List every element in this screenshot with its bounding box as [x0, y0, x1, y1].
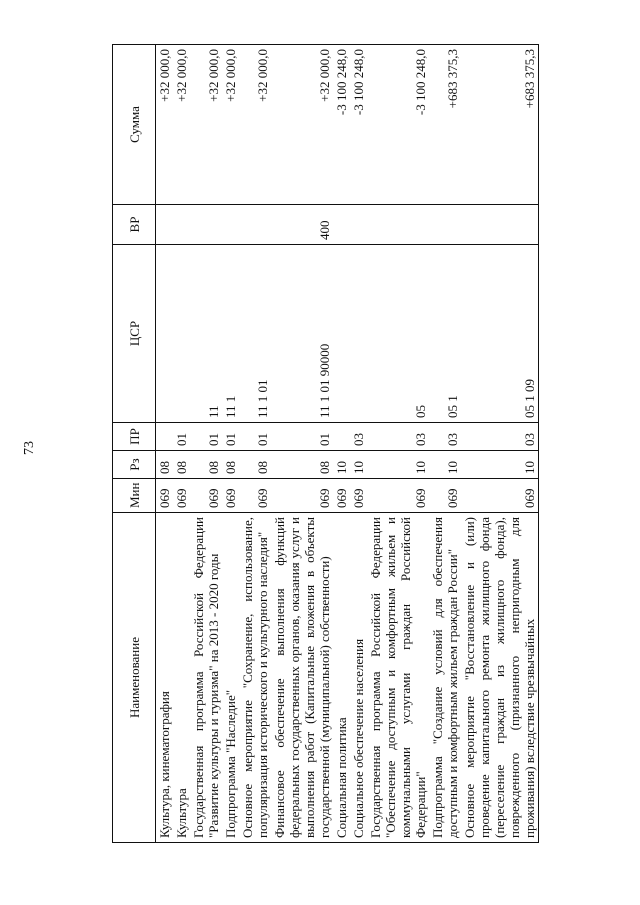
- header-sum: Сумма: [113, 45, 156, 205]
- cell-vr: [222, 205, 239, 245]
- cell-min: 069: [173, 479, 190, 513]
- cell-rz: 10: [367, 451, 429, 479]
- table-row: [271, 45, 333, 843]
- cell-rz: 10: [429, 451, 461, 479]
- cell-name: Социальная политика: [333, 513, 350, 843]
- cell-min: 069: [350, 479, 367, 513]
- cell-min: 069: [222, 479, 239, 513]
- cell-sum: +683 375,3: [461, 45, 539, 205]
- header-min: Мин: [113, 479, 156, 513]
- cell-csr: [350, 245, 367, 423]
- cell-min: 069: [239, 479, 271, 513]
- header-csr: ЦСР: [113, 245, 156, 423]
- cell-csr: 11: [190, 245, 222, 423]
- table-row: [333, 45, 350, 843]
- cell-name: Основное мероприятие "Восстановление и (или) проведение капитального ремонта жилищного фонда (переселение граждан из жилищного фонда), поврежденного (признанного непригодным для проживания) вследствие чрезвычайных: [461, 513, 539, 843]
- cell-min: 069: [271, 479, 333, 513]
- header-pr: ПР: [113, 423, 156, 451]
- header-rz: Рз: [113, 451, 156, 479]
- cell-pr: 03: [461, 423, 539, 451]
- cell-min: 069: [190, 479, 222, 513]
- cell-vr: 400: [271, 205, 333, 245]
- cell-sum: +32 000,0: [271, 45, 333, 205]
- cell-sum: +683 375,3: [429, 45, 461, 205]
- cell-pr: 01: [271, 423, 333, 451]
- cell-name: Подпрограмма "Наследие": [222, 513, 239, 843]
- cell-rz: 08: [222, 451, 239, 479]
- cell-rz: 08: [173, 451, 190, 479]
- table-row: [350, 45, 367, 843]
- cell-csr: 11 1: [222, 245, 239, 423]
- cell-sum: +32 000,0: [173, 45, 190, 205]
- cell-name: Основное мероприятие "Сохранение, использование, популяризация исторического и культурного наследия": [239, 513, 271, 843]
- cell-min: 069: [156, 479, 174, 513]
- cell-rz: 08: [271, 451, 333, 479]
- table-row: [190, 45, 222, 843]
- cell-rz: 10: [461, 451, 539, 479]
- cell-rz: 08: [156, 451, 174, 479]
- cell-pr: 03: [367, 423, 429, 451]
- cell-csr: [173, 245, 190, 423]
- cell-pr: 01: [190, 423, 222, 451]
- cell-sum: -3 100 248,0: [333, 45, 350, 205]
- cell-pr: 01: [239, 423, 271, 451]
- cell-rz: 08: [239, 451, 271, 479]
- table-row: [173, 45, 190, 843]
- cell-pr: [333, 423, 350, 451]
- budget-table: [112, 44, 539, 843]
- header-vr: ВР: [113, 205, 156, 245]
- page-number: 73: [22, 441, 37, 455]
- cell-csr: 05 1: [429, 245, 461, 423]
- rotated-table-container: [112, 45, 632, 843]
- cell-name: Финансовое обеспечение выполнения функций федеральных государственных органов, оказания услуг и выполнения работ (Капитальные вложения в объекты государственной (муниципальной) собственности): [271, 513, 333, 843]
- cell-vr: [173, 205, 190, 245]
- cell-pr: 03: [350, 423, 367, 451]
- table-row: [156, 45, 174, 843]
- cell-rz: 10: [333, 451, 350, 479]
- cell-sum: +32 000,0: [239, 45, 271, 205]
- cell-vr: [156, 205, 174, 245]
- table-header-row: [113, 45, 156, 843]
- cell-min: 069: [333, 479, 350, 513]
- cell-vr: [429, 205, 461, 245]
- cell-name: Социальное обеспечение населения: [350, 513, 367, 843]
- table-row: [429, 45, 461, 843]
- cell-rz: 10: [350, 451, 367, 479]
- cell-name: Культура, кинематография: [156, 513, 174, 843]
- cell-pr: 01: [222, 423, 239, 451]
- cell-csr: 11 1 01 90000: [271, 245, 333, 423]
- cell-csr: 05: [367, 245, 429, 423]
- cell-sum: -3 100 248,0: [350, 45, 367, 205]
- table-row: [239, 45, 271, 843]
- cell-name: Государственная программа Российской Федерации "Развитие культуры и туризма" на 2013 - 2020 годы: [190, 513, 222, 843]
- cell-vr: [333, 205, 350, 245]
- table-row: [367, 45, 429, 843]
- cell-name: Подпрограмма "Создание условий для обеспечения доступным и комфортным жильем граждан России": [429, 513, 461, 843]
- cell-pr: 03: [429, 423, 461, 451]
- cell-csr: [156, 245, 174, 423]
- cell-csr: [333, 245, 350, 423]
- cell-vr: [350, 205, 367, 245]
- cell-name: Государственная программа Российской Федерации "Обеспечение доступным и комфортным жильем и коммунальными услугами граждан Российской Федерации": [367, 513, 429, 843]
- cell-vr: [461, 205, 539, 245]
- table-row: [461, 45, 539, 843]
- cell-vr: [239, 205, 271, 245]
- cell-min: 069: [429, 479, 461, 513]
- cell-name: Культура: [173, 513, 190, 843]
- cell-csr: 05 1 09: [461, 245, 539, 423]
- cell-vr: [367, 205, 429, 245]
- cell-sum: -3 100 248,0: [367, 45, 429, 205]
- cell-pr: 01: [173, 423, 190, 451]
- cell-sum: +32 000,0: [190, 45, 222, 205]
- table-row: [222, 45, 239, 843]
- cell-sum: +32 000,0: [156, 45, 174, 205]
- cell-vr: [190, 205, 222, 245]
- header-name: Наименование: [113, 513, 156, 843]
- cell-rz: 08: [190, 451, 222, 479]
- cell-csr: 11 1 01: [239, 245, 271, 423]
- cell-min: 069: [367, 479, 429, 513]
- cell-sum: +32 000,0: [222, 45, 239, 205]
- cell-min: 069: [461, 479, 539, 513]
- cell-pr: [156, 423, 174, 451]
